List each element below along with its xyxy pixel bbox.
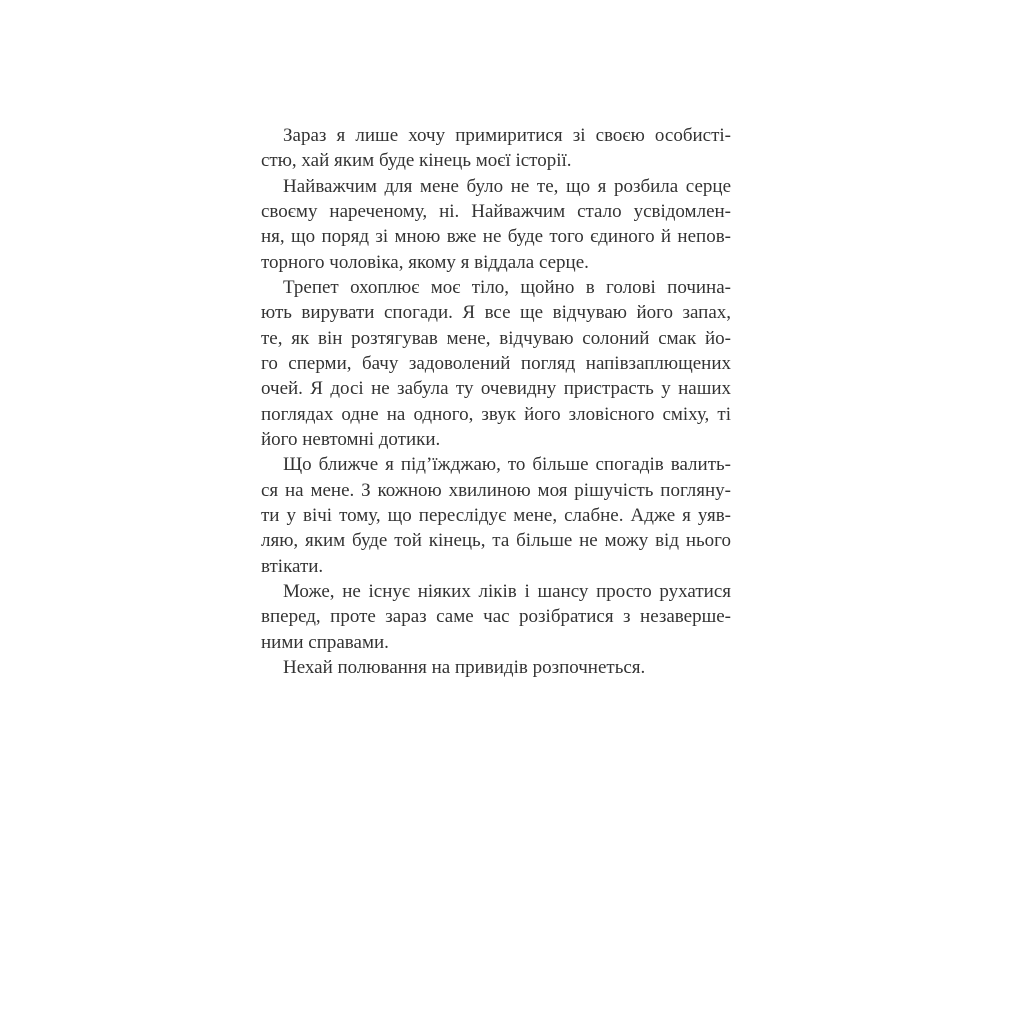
text-line: Зараз я лише хочу примиритися зі своєю особисті- bbox=[283, 125, 731, 146]
paragraph bbox=[261, 275, 731, 452]
text-line: Може, не існує ніяких ліків і шансу просто рухатися bbox=[283, 580, 731, 602]
text-line: своєму нареченому, ні. Найважчим стало усвідомлен- bbox=[261, 200, 731, 222]
text-line: стю, хай яким буде кінець моєї історії. bbox=[261, 150, 572, 172]
text-line: Найважчим для мене було не те, що я розбила серце bbox=[283, 175, 731, 197]
paragraph bbox=[261, 655, 731, 680]
text-line: те, як він розтягував мене, відчуваю солоний смак йо- bbox=[261, 327, 731, 349]
text-block bbox=[261, 123, 731, 680]
text-line: ляю, яким буде той кінець, та більше не можу від нього bbox=[261, 530, 731, 552]
text-line: ся на мене. З кожною хвилиною моя рішучість погляну- bbox=[261, 479, 731, 501]
text-line: го сперми, бачу задоволений погляд напівзаплющених bbox=[261, 352, 731, 374]
paragraph bbox=[261, 174, 731, 275]
text-line: торного чоловіка, якому я віддала серце. bbox=[261, 251, 589, 273]
text-line: ють вирувати спогади. Я все ще відчуваю його запах, bbox=[261, 302, 731, 324]
paragraph bbox=[261, 579, 731, 655]
text-line: Нехай полювання на привидів розпочнеться. bbox=[283, 656, 646, 678]
paragraph bbox=[261, 452, 731, 579]
text-line: Що ближче я під’їжджаю, то більше спогадів валить- bbox=[283, 454, 731, 476]
text-line: очей. Я досі не забула ту очевидну пристрасть у наших bbox=[261, 378, 731, 400]
text-line: втікати. bbox=[261, 555, 324, 577]
text-line: вперед, проте зараз саме час розібратися з незаверше- bbox=[261, 606, 731, 628]
text-line: ня, що поряд зі мною вже не буде того єдиного й непов- bbox=[261, 226, 731, 248]
text-line: Трепет охоплює моє тіло, щойно в голові почина- bbox=[283, 276, 731, 298]
paragraph bbox=[261, 123, 731, 174]
text-line: поглядах одне на одного, звук його зловісного сміху, ті bbox=[261, 403, 731, 425]
text-line: ними справами. bbox=[261, 631, 389, 653]
text-line: його невтомні дотики. bbox=[261, 428, 441, 450]
text-line: ти у вічі тому, що переслідує мене, слабне. Адже я уяв- bbox=[261, 504, 731, 526]
